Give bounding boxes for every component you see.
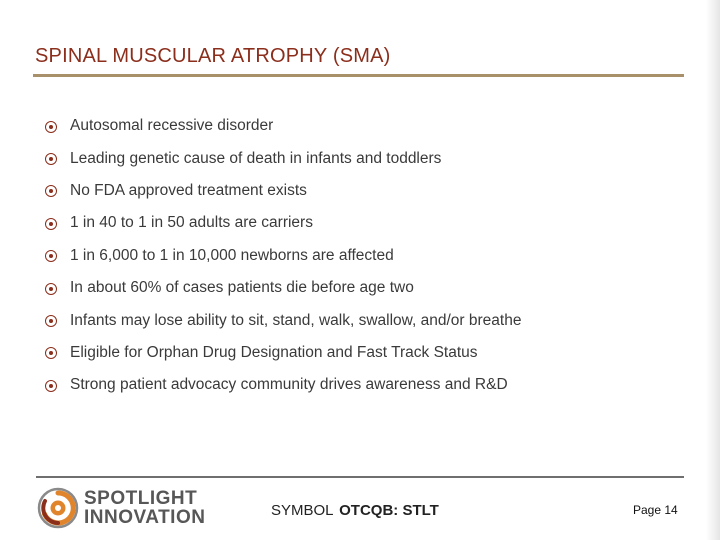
bullet-item (45, 337, 521, 369)
bullet-text: Eligible for Orphan Drug Designation and Fast Track Status (70, 343, 478, 361)
title-divider (33, 74, 684, 77)
ticker-symbol (271, 502, 439, 519)
bullet-item (45, 369, 521, 401)
spotlight-innovation-logo (36, 486, 226, 530)
bullet-text: No FDA approved treatment exists (70, 181, 307, 199)
page-number: Page 14 (633, 503, 678, 517)
bullet-item (45, 207, 521, 239)
logo-line-2: INNOVATION (84, 507, 206, 528)
bullet-text: 1 in 40 to 1 in 50 adults are carriers (70, 214, 313, 232)
circle-bullet-icon (45, 121, 57, 133)
bullet-item (45, 142, 521, 174)
bullet-text: In about 60% of cases patients die before age two (70, 279, 414, 297)
bullet-list (45, 110, 521, 402)
circle-bullet-icon (45, 380, 57, 392)
footer-divider (36, 476, 684, 478)
slide-title: SPINAL MUSCULAR ATROPHY (SMA) (35, 45, 391, 67)
circle-bullet-icon (45, 315, 57, 327)
bullet-text: 1 in 6,000 to 1 in 10,000 newborns are affected (70, 246, 394, 264)
circle-bullet-icon (45, 153, 57, 165)
bullet-item (45, 272, 521, 304)
symbol-value: OTCQB: STLT (339, 502, 439, 519)
bullet-item (45, 110, 521, 142)
bullet-text: Strong patient advocacy community drives awareness and R&D (70, 376, 508, 394)
edge-shadow (706, 0, 720, 540)
circle-bullet-icon (45, 347, 57, 359)
circle-bullet-icon (45, 218, 57, 230)
bullet-text: Infants may lose ability to sit, stand, walk, swallow, and/or breathe (70, 311, 522, 329)
circle-bullet-icon (45, 283, 57, 295)
bullet-text: Leading genetic cause of death in infants and toddlers (70, 149, 442, 167)
bullet-text: Autosomal recessive disorder (70, 117, 274, 135)
bullet-item (45, 304, 521, 336)
logo-wordmark (84, 489, 205, 527)
logo-mark-icon (36, 486, 80, 530)
logo-line-1: SPOTLIGHT (84, 488, 198, 509)
bullet-item (45, 240, 521, 272)
bullet-item (45, 175, 521, 207)
circle-bullet-icon (45, 185, 57, 197)
symbol-prefix: SYMBOL (271, 502, 333, 519)
circle-bullet-icon (45, 250, 57, 262)
